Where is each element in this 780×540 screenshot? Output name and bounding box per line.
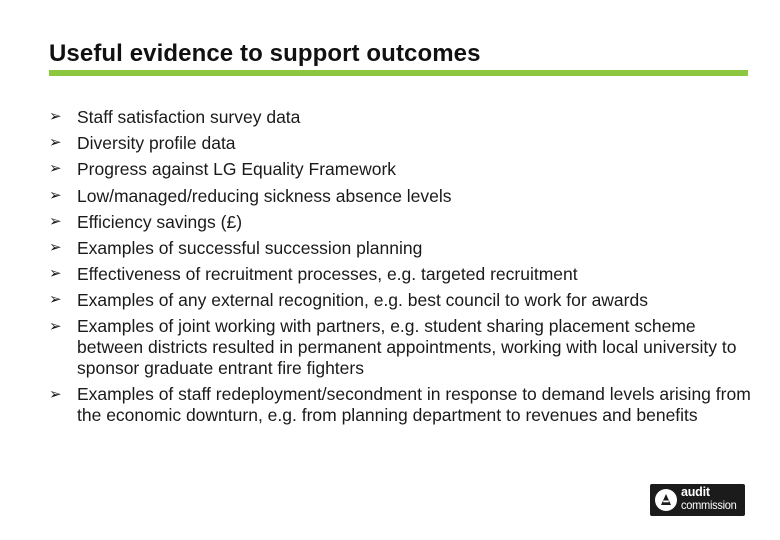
arrow-bullet-icon: ➢ <box>49 385 62 403</box>
arrow-bullet-icon: ➢ <box>49 160 62 178</box>
logo-line-1: audit <box>681 485 710 499</box>
arrow-bullet-icon: ➢ <box>49 291 62 309</box>
bullet-item <box>49 158 754 180</box>
bullet-item <box>49 384 754 427</box>
evidence-bullet-list <box>49 106 754 430</box>
bullet-text: Examples of staff redeployment/secondment in response to demand levels arising from the economic downturn, e.g. from planning department to revenues and benefits <box>77 383 751 425</box>
arrow-bullet-icon: ➢ <box>49 265 62 283</box>
bullet-text: Efficiency savings (£) <box>77 211 243 232</box>
bullet-text: Staff satisfaction survey data <box>77 107 301 127</box>
bullet-text: Examples of joint working with partners, e.g. student sharing placement scheme between districts resulted in permanent appointments, working with local university to sponsor graduate entrant fire fighters <box>77 315 737 379</box>
logo-wordmark <box>681 486 741 512</box>
arrow-bullet-icon: ➢ <box>49 186 62 204</box>
bullet-text: Examples of any external recognition, e.g. best council to work for awards <box>77 290 648 311</box>
arrow-bullet-icon: ➢ <box>49 108 62 125</box>
audit-commission-mark-icon <box>654 488 678 512</box>
audit-commission-logo <box>650 484 745 516</box>
bullet-item <box>49 263 754 285</box>
bullet-text: Effectiveness of recruitment processes, e.g. targeted recruitment <box>77 264 578 285</box>
logo-line-2: commission <box>681 498 737 512</box>
arrow-bullet-icon: ➢ <box>49 134 62 152</box>
bullet-item <box>49 316 754 380</box>
title-underline-rule <box>49 70 748 76</box>
bullet-item <box>49 132 754 154</box>
arrow-bullet-icon: ➢ <box>49 317 62 335</box>
bullet-text: Diversity profile data <box>77 133 236 154</box>
bullet-text: Low/managed/reducing sickness absence levels <box>77 185 452 206</box>
arrow-bullet-icon: ➢ <box>49 212 62 230</box>
bullet-item <box>49 106 754 128</box>
bullet-text: Examples of successful succession planning <box>77 237 423 258</box>
bullet-item <box>49 289 754 311</box>
bullet-item <box>49 237 754 259</box>
slide-title: Useful evidence to support outcomes <box>49 40 481 67</box>
bullet-text: Progress against LG Equality Framework <box>77 159 397 180</box>
arrow-bullet-icon: ➢ <box>49 238 62 256</box>
bullet-item <box>49 211 754 233</box>
bullet-item <box>49 185 754 207</box>
